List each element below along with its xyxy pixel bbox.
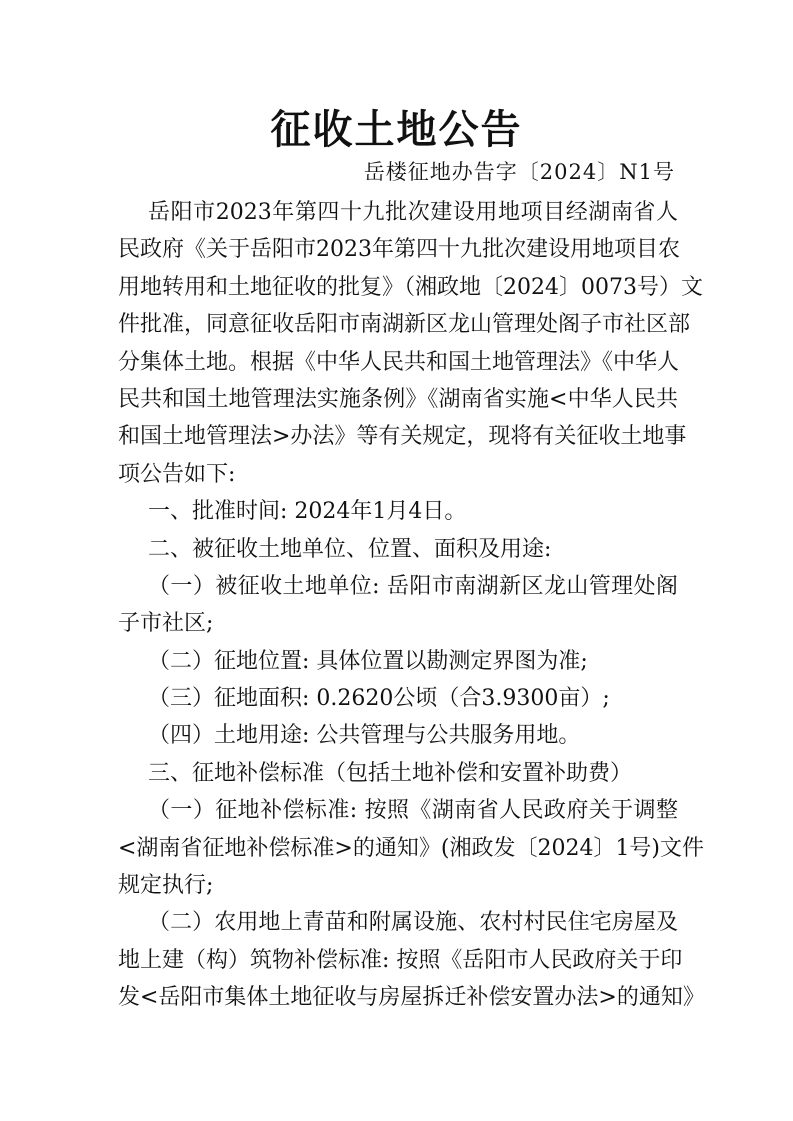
text-line: 规定执行; [118, 873, 214, 899]
text-line: 二、被征收土地单位、位置、面积及用途: [148, 536, 552, 562]
text-line: 发<岳阳市集体土地征收与房屋拆迁补偿安置办法>的通知》 [118, 985, 705, 1011]
text-line: （二）征地位置: 具体位置以勘测定界图为准; [148, 648, 588, 674]
text-line: 一、批准时间: 2024年1月4日。 [148, 499, 467, 525]
text-line: 民政府《关于岳阳市2023年第四十九批次建设用地项目农 [118, 237, 680, 263]
text-line: 三、征地补偿标准（包括土地补偿和安置补助费） [148, 760, 633, 786]
text-line: <湖南省征地补偿标准>的通知》(湘政发〔2024〕1号)文件 [118, 835, 705, 861]
text-line: 民共和国土地管理法实施条例》《湖南省实施<中华人民共 [118, 386, 678, 412]
text-line: （一）征地补偿标准: 按照《湖南省人民政府关于调整 [148, 798, 678, 824]
text-line: 岳阳市2023年第四十九批次建设用地项目经湖南省人 [148, 200, 678, 225]
text-line: 分集体土地。根据《中华人民共和国土地管理法》《中华人 [118, 349, 680, 375]
text-line: 和国土地管理法>办法》等有关规定，现将有关征收土地事 [118, 424, 687, 450]
document-number: 岳楼征地办告字〔2024〕N1号 [363, 160, 675, 184]
text-line: （二）农用地上青苗和附属设施、农村村民住宅房屋及 [148, 910, 678, 936]
text-line: （三）征地面积: 0.2620公顷（合3.9300亩）; [148, 686, 610, 712]
document-title: 征收土地公告 [270, 106, 523, 153]
text-line: （四）土地用途: 公共管理与公共服务用地。 [148, 723, 581, 749]
text-line: （一）被征收土地单位: 岳阳市南湖新区龙山管理处阁 [148, 573, 678, 599]
document-body [118, 194, 705, 1017]
text-line: 子市社区; [118, 611, 214, 637]
text-line: 项公告如下: [118, 461, 236, 487]
text-line: 地上建（构）筑物补偿标准: 按照《岳阳市人民政府关于印 [118, 947, 683, 973]
text-line: 件批准，同意征收岳阳市南湖新区龙山管理处阁子市社区部 [118, 312, 691, 338]
text-line: 用地转用和土地征收的批复》（湘政地〔2024〕0073号）文 [118, 274, 703, 300]
